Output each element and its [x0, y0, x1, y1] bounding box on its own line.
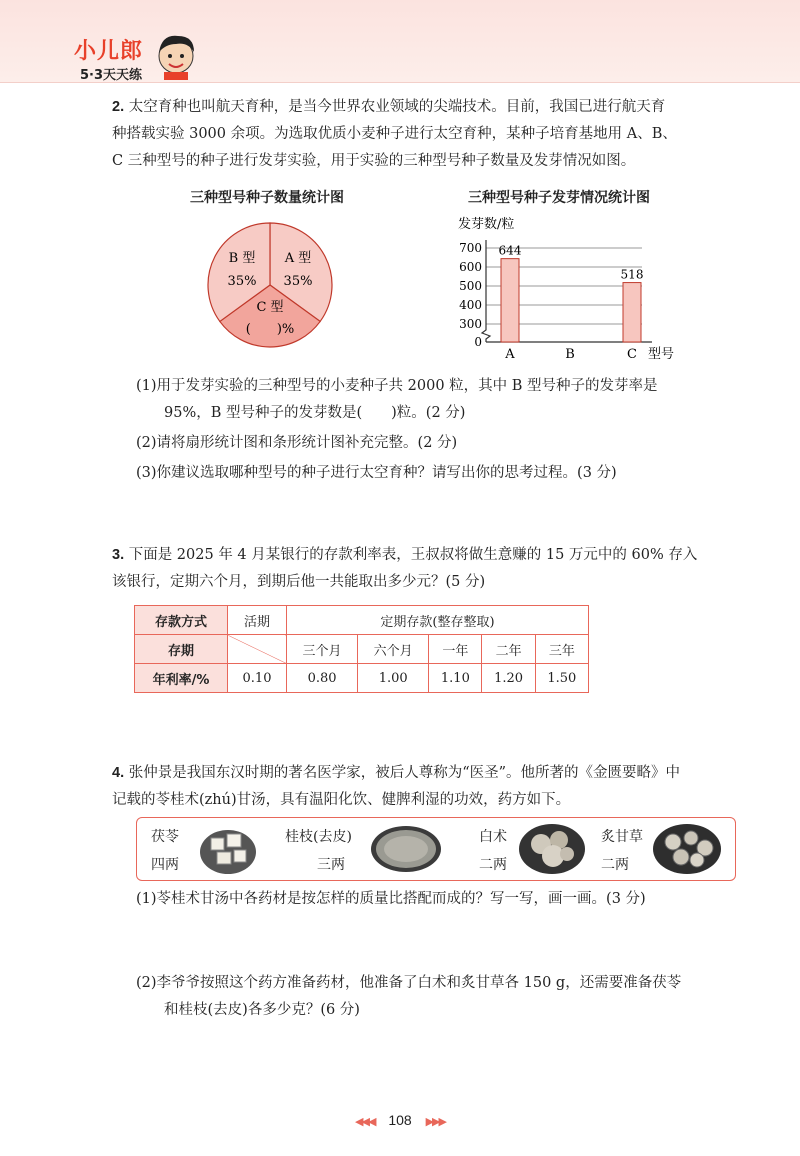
q2-text	[112, 94, 752, 175]
y-tick-label: 700	[459, 241, 482, 255]
header-demand: 活期	[228, 606, 287, 635]
pie-title: 三种型号种子数量统计图	[190, 190, 344, 206]
term-cell: 二年	[482, 635, 535, 664]
x-category-label: C	[627, 347, 637, 362]
y-axis	[482, 240, 490, 342]
rate-cell: 1.00	[358, 664, 429, 693]
bar-a	[501, 259, 519, 342]
fuling-image-icon	[197, 822, 259, 876]
y-tick-label: 500	[459, 279, 482, 293]
herb-name: 桂枝(去皮)	[285, 829, 352, 845]
series-name: 5·3天天练	[80, 68, 143, 83]
header-method: 存款方式	[135, 606, 228, 635]
q3-line1: 下面是 2025 年 4 月某银行的存款利率表，王叔叔将做生意赚的 15 万元中的 60% 存入	[128, 547, 698, 563]
pie-label-c: C 型	[256, 300, 284, 315]
y-tick-label: 300	[459, 317, 482, 331]
brand-name: 小儿郎	[74, 39, 144, 64]
pie-pct-a: 35%	[283, 274, 313, 289]
bar-xlabel: 型号	[648, 347, 675, 362]
q2-sub2: (2)请将扇形统计图和条形统计图补充完整。(2 分)	[136, 435, 458, 451]
pie-pct-b: 35%	[227, 274, 257, 289]
page-number: 108	[388, 1112, 412, 1128]
right-arrows-icon: ▶▶▶	[425, 1116, 445, 1128]
bar-value-label: 644	[498, 243, 522, 258]
pie-pct-c: ( )%	[245, 322, 295, 337]
y-tick-label: 600	[459, 260, 482, 274]
term-cell: 一年	[429, 635, 482, 664]
q2-number: 2.	[112, 99, 125, 115]
term-cell: 三个月	[287, 635, 358, 664]
table-row	[135, 664, 589, 693]
rate-cell: 1.10	[429, 664, 482, 693]
baizhu-image-icon	[517, 822, 587, 876]
bar-value-label: 518	[620, 267, 644, 282]
pie-label-a: A 型	[284, 251, 312, 266]
q2-sub1	[136, 373, 756, 427]
q2-line1: 太空育种也叫航天育种，是当今世界农业领域的尖端技术。目前，我国已进行航天育	[128, 99, 666, 115]
term-cell: 六个月	[358, 635, 429, 664]
herb-amount: 四两	[151, 857, 179, 873]
q2-sub1-line1: (1)用于发芽实验的三种型号的小麦种子共 2000 粒，其中 B 型号种子的发芽率是	[136, 378, 658, 394]
q4-sub2-line1: (2)李爷爷按照这个药方准备药材，他准备了白术和炙甘草各 150 g，还需要准备茯苓	[136, 975, 682, 991]
header-fixed: 定期存款(整存整取)	[287, 606, 589, 635]
pie-chart	[200, 215, 340, 355]
term-cell: 三年	[535, 635, 588, 664]
y-tick-label: 400	[459, 298, 482, 312]
bar-ylabel: 发芽数/粒	[458, 217, 515, 232]
guizhi-image-icon	[369, 824, 443, 874]
q4-line1: 张仲景是我国东汉时期的著名医学家，被后人尊称为“医圣”。他所著的《金匮要略》中	[128, 765, 681, 781]
q4-sub2-line2: 和桂枝(去皮)各多少克？(6 分)	[164, 1002, 360, 1018]
x-category-label: B	[565, 347, 575, 362]
zhigancao-image-icon	[651, 822, 723, 876]
q2-sub1-line2: 95%，B 型号种子的发芽数是( )粒。(2 分)	[164, 405, 466, 421]
q4-number: 4.	[112, 765, 125, 781]
interest-rate-table	[134, 605, 589, 693]
mascot-icon	[152, 30, 202, 80]
herb-amount: 二两	[601, 857, 629, 873]
table-row	[135, 635, 589, 664]
rate-cell: 1.50	[535, 664, 588, 693]
y-tick-label: 0	[474, 335, 482, 349]
herb-name: 茯苓	[151, 829, 179, 845]
q3-line2: 该银行，定期六个月，到期后他一共能取出多少元？(5 分)	[112, 574, 486, 590]
q3-number: 3.	[112, 547, 125, 563]
bar-c	[623, 283, 641, 342]
table-row	[135, 606, 589, 635]
rate-cell: 0.80	[287, 664, 358, 693]
pie-label-b: B 型	[228, 251, 256, 266]
herb-name: 白术	[479, 829, 507, 845]
rate-cell: 0.10	[228, 664, 287, 693]
herb-recipe-box	[136, 817, 736, 881]
herb-amount: 三两	[317, 857, 345, 873]
diagonal-cell	[228, 635, 287, 664]
q4-text	[112, 760, 752, 814]
page-footer	[0, 1112, 800, 1128]
x-category-label: A	[505, 347, 515, 362]
q2-line2: 种搭载实验 3000 余项。为选取优质小麦种子进行太空育种，某种子培育基地用 A、B、	[112, 126, 677, 142]
q4-sub1: (1)苓桂术甘汤中各药材是按怎样的质量比搭配而成的？写一写，画一画。(3 分)	[136, 891, 646, 907]
q2-sub3: (3)你建议选取哪种型号的种子进行太空育种？请写出你的思考过程。(3 分)	[136, 465, 617, 481]
herb-amount: 二两	[479, 857, 507, 873]
rate-cell: 1.20	[482, 664, 535, 693]
header-rate: 年利率/%	[135, 664, 228, 693]
q2-line3: C 三种型号的种子进行发芽实验，用于实验的三种型号种子数量及发芽情况如图。	[112, 153, 636, 169]
herb-name: 炙甘草	[601, 829, 643, 845]
q3-text	[112, 542, 752, 596]
q4-line2: 记载的苓桂术(zhú)甘汤，具有温阳化饮、健脾利湿的功效，药方如下。	[112, 792, 571, 808]
header-term: 存期	[135, 635, 228, 664]
q4-sub2	[136, 970, 756, 1024]
bar-title: 三种型号种子发芽情况统计图	[468, 190, 650, 206]
left-arrows-icon: ◀◀◀	[355, 1116, 375, 1128]
bar-chart	[452, 212, 692, 372]
